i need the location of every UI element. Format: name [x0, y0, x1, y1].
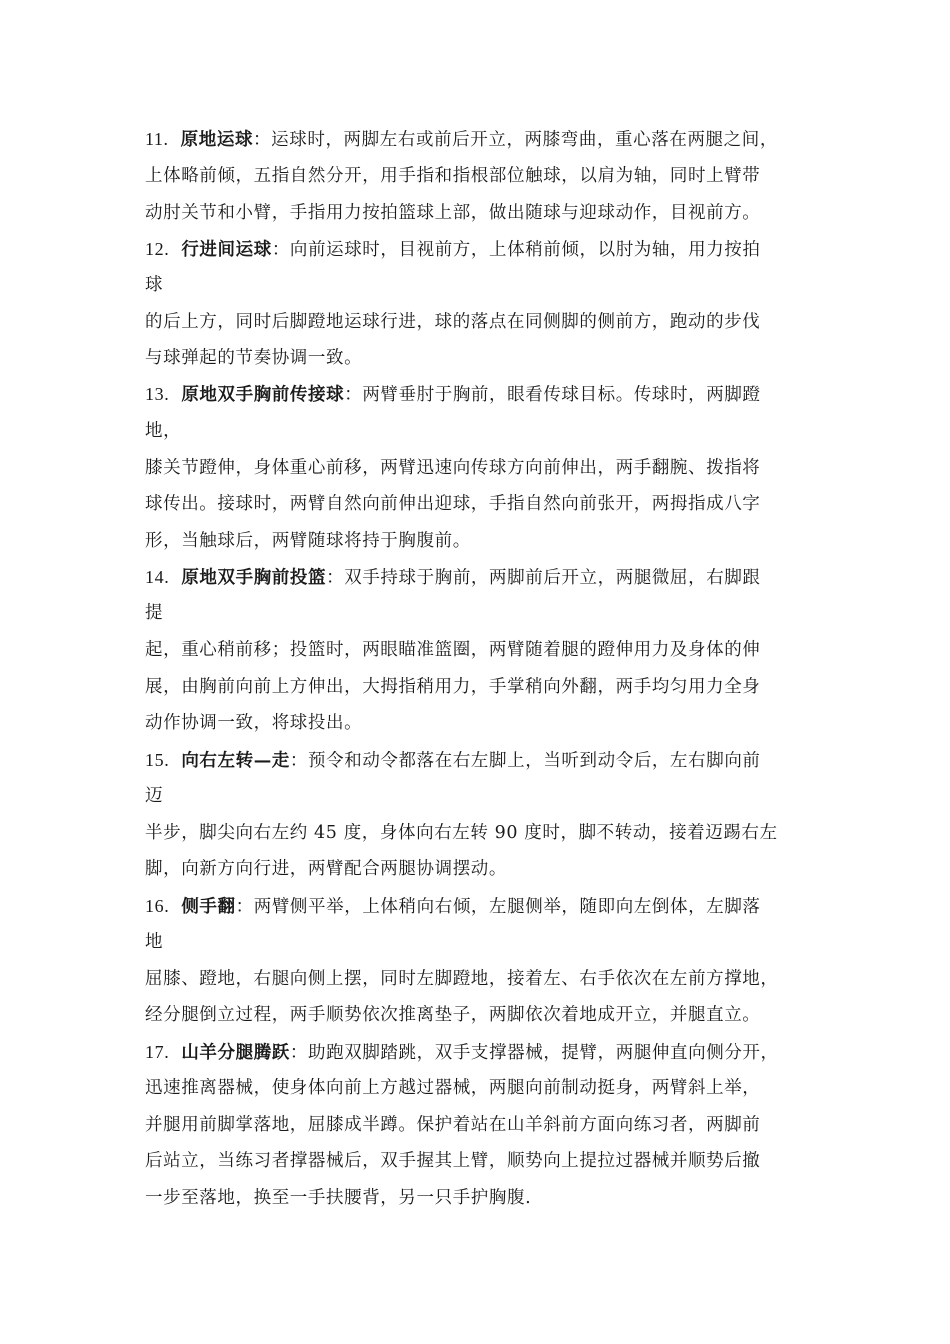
item-13-line-4: 球传出。接球时，两臂自然向前伸出迎球，手指自然向前张开，两拇指成八字: [145, 494, 761, 514]
item-text: ：助跑双脚踏跳，双手支撑器械，提臂，两腿伸直向侧分开，: [289, 1043, 779, 1063]
item-12-line-4: 与球弹起的节奏协调一致。: [145, 348, 363, 368]
item-term: 侧手翻: [181, 897, 236, 917]
item-17-title-line: [145, 1037, 845, 1067]
item-number: 17.: [145, 1042, 170, 1062]
item-term: 向右左转—走: [181, 751, 290, 771]
item-term: 行进间运球: [181, 240, 272, 260]
item-text: ：预令和动令都落在右左脚上，当听到动令后，左右脚向前: [289, 751, 761, 771]
item-17-line-4: 后站立，当练习者撑器械后，双手握其上臂，顺势向上提拉过器械并顺势后撤: [145, 1151, 761, 1171]
item-11-title-line: [145, 124, 845, 154]
item-text: ：双手持球于胸前，两脚前后开立，两腿微屈，右脚跟: [326, 568, 761, 588]
item-14-line-2: 提: [145, 603, 164, 623]
item-16-line-2: 地: [145, 932, 164, 952]
item-16-title-line: [145, 891, 845, 921]
item-12-line-2: 球: [145, 275, 164, 295]
item-text: ：向前运球时，目视前方，上体稍前倾，以肘为轴，用力按拍: [271, 240, 761, 260]
item-text: ：两臂垂肘于胸前，眼看传球目标。传球时，两脚蹬: [344, 385, 761, 405]
item-13-line-3: 膝关节蹬伸，身体重心前移，两臂迅速向传球方向前伸出，两手翻腕、拨指将: [145, 458, 761, 478]
item-13-line-2: 地，: [145, 421, 182, 441]
item-text: ：运球时，两脚左右或前后开立，两膝弯曲，重心落在两腿之间，: [253, 130, 778, 150]
item-number: 15.: [145, 750, 170, 770]
item-term: 山羊分腿腾跃: [181, 1043, 290, 1063]
item-16-line-3: 屈膝、蹬地，右腿向侧上摆，同时左脚蹬地，接着左、右手依次在左前方撑地，: [145, 969, 779, 989]
item-11-line-3: 动肘关节和小臂，手指用力按拍篮球上部，做出随球与迎球动作，目视前方。: [145, 203, 761, 223]
item-number: 16.: [145, 896, 170, 916]
item-15-line-2: 迈: [145, 786, 164, 806]
item-15-line-4: 脚，向新方向行进，两臂配合两腿协调摆动。: [145, 859, 507, 879]
item-number: 13.: [145, 384, 170, 404]
item-13-line-5: 形，当触球后，两臂随球将持于胸腹前。: [145, 531, 471, 551]
item-number: 12.: [145, 239, 170, 259]
item-17-line-2: 迅速推离器械，使身体向前上方越过器械，两腿向前制动挺身，两臂斜上举，: [145, 1078, 761, 1098]
item-number: 14.: [145, 567, 170, 587]
item-17-line-5: 一步至落地，换至一手扶腰背，另一只手护胸腹.: [145, 1188, 532, 1208]
item-number: 11.: [145, 129, 169, 149]
item-12-title-line: [145, 234, 845, 264]
item-14-line-5: 动作协调一致，将球投出。: [145, 713, 363, 733]
item-12-line-3: 的后上方，同时后脚蹬地运球行进，球的落点在同侧脚的侧前方，跑动的步伐: [145, 312, 761, 332]
item-14-line-4: 展，由胸前向前上方伸出，大拇指稍用力，手掌稍向外翻，两手均匀用力全身: [145, 677, 761, 697]
item-term: 原地运球: [180, 130, 254, 150]
item-term: 原地双手胸前投篮: [181, 568, 327, 588]
item-16-line-4: 经分腿倒立过程，两手顺势依次推离垫子，两脚依次着地成开立，并腿直立。: [145, 1005, 761, 1025]
item-15-title-line: [145, 745, 845, 775]
item-term: 原地双手胸前传接球: [181, 385, 345, 405]
item-14-title-line: [145, 562, 845, 592]
item-14-line-3: 起，重心稍前移；投篮时，两眼瞄准篮圈，两臂随着腿的蹬伸用力及身体的伸: [145, 640, 761, 660]
item-15-line-3: 半步，脚尖向右左约 45 度，身体向右左转 90 度时，脚不转动，接着迈踢右左: [145, 823, 778, 843]
item-11-line-2: 上体略前倾，五指自然分开，用手指和指根部位触球，以肩为轴，同时上臂带: [145, 166, 761, 186]
item-text: ：两臂侧平举，上体稍向右倾，左腿侧举，随即向左倒体，左脚落: [235, 897, 761, 917]
item-13-title-line: [145, 379, 845, 409]
item-17-line-3: 并腿用前脚掌落地，屈膝成半蹲。保护着站在山羊斜前方面向练习者，两脚前: [145, 1115, 761, 1135]
